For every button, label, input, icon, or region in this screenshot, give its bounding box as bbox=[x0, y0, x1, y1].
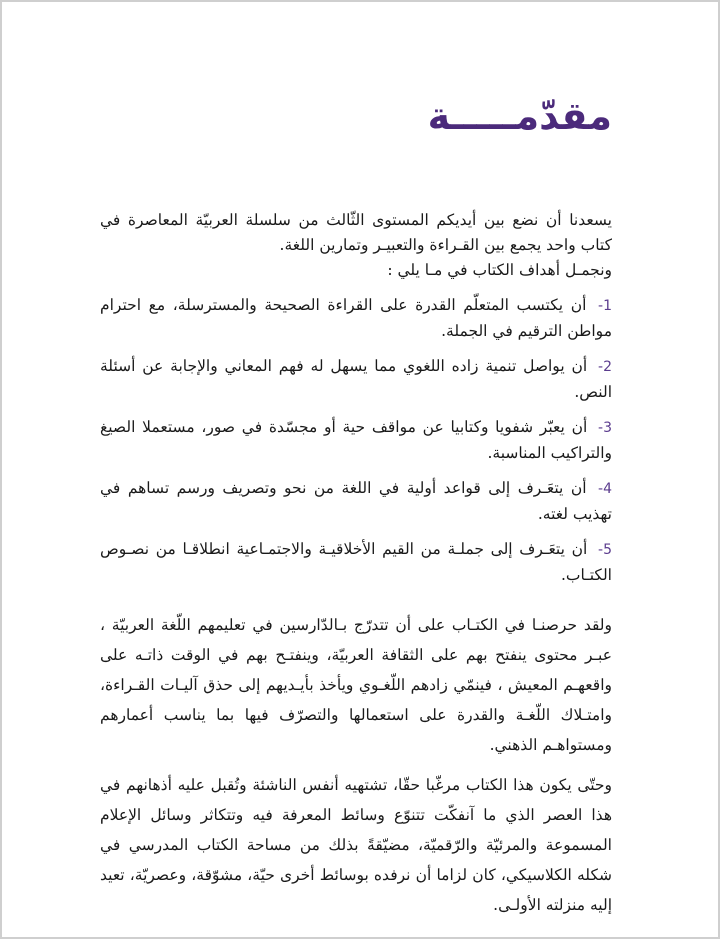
objective-item bbox=[100, 354, 612, 405]
objective-item bbox=[100, 415, 612, 466]
objectives-lead: ونجمـل أهداف الكتاب في مـا يلي : bbox=[387, 261, 612, 279]
objective-dash: - bbox=[598, 359, 604, 375]
objective-number: 3 bbox=[603, 420, 612, 436]
objective-text: أن يتعَـرف إلى جملـة من القيم الأخلاقيـة والاجتمـاعية انطلاقـا من نصـوص الكتـاب. bbox=[100, 540, 612, 584]
objective-number: 5 bbox=[603, 542, 612, 558]
objective-item bbox=[100, 293, 612, 344]
objective-dash: - bbox=[598, 420, 604, 436]
intro-paragraph: يسعدنا أن نضع بين أيديكم المستوى الثّالث من سلسلة العربيّة المعاصرة في كتاب واحد يجمع بين القـراءة والتعبيـر وتمارين اللغة. bbox=[100, 211, 612, 254]
body-paragraph-1: ولقد حرصنـا في الكتـاب على أن تتدرّج بـالدّارسين في تعليمهم اللّغة العربيّة ، عبـر محتوى ينفتح بهم على الثقافة العربيّة، وينفتـح بهم في الوقت ذاتـه على واقعهـم المعيش ، فينمّي زادهم اللّغـوي ويأخذ بأيـديهم إلى حذق آليـات القـراءة، وامتـلاك اللّغـة والقدرة على استعمالها والتصرّف فيها بما يناسب أعمارهم ومستواهـم الذهني. bbox=[100, 616, 612, 754]
objective-number: 4 bbox=[603, 481, 613, 497]
objective-dash: - bbox=[598, 298, 604, 314]
objective-item bbox=[100, 476, 612, 527]
objective-text: أن يتعَـرف إلى قواعد أولية في اللغة من نحو وتصريف ورسم تساهم في تهذيب لغته. bbox=[100, 479, 612, 523]
objective-item bbox=[100, 537, 612, 588]
objective-number: 2 bbox=[603, 359, 612, 375]
body-paragraph-2: وحتّى يكون هذا الكتاب مرغّبا حقّا، تشتهيه أنفس الناشئة وتُقبل عليه أذهانهم في هذا العصر الذي ما آنفكّت تتنوّع وسائط المعرفة فيه وتتكاثر وسائل الإعلام المسموعة والمرئيّة والرّقميّة، مضيّقةً بذلك من مساحة الكتاب المدرسي في شكله الكلاسيكي، كان لزاما أن نرفده بوسائط أخرى حيّة، مشوّقة، وعصريّة، تعيد إليه منزلته الأولـى. bbox=[100, 776, 612, 914]
document-body bbox=[100, 208, 612, 920]
page-title: مقدّمـــــة bbox=[427, 94, 612, 138]
objective-text: أن يواصل تنمية زاده اللغوي مما يسهل له فهم المعاني والإجابة عن أسئلة النص. bbox=[100, 357, 612, 401]
objective-number: 1 bbox=[603, 298, 612, 314]
objective-dash: - bbox=[598, 481, 604, 497]
objective-text: أن يعبّر شفويا وكتابيا عن مواقف حية أو مجسّدة في صور، مستعملا الصيغ والتراكيب المناسبة. bbox=[100, 418, 612, 462]
objective-text: أن يكتسب المتعلّم القدرة على القراءة الصحيحة والمسترسلة، مع احترام مواطن الترقيم في الجملة. bbox=[100, 296, 612, 340]
objectives-list bbox=[100, 293, 612, 588]
objective-dash: - bbox=[598, 542, 604, 558]
